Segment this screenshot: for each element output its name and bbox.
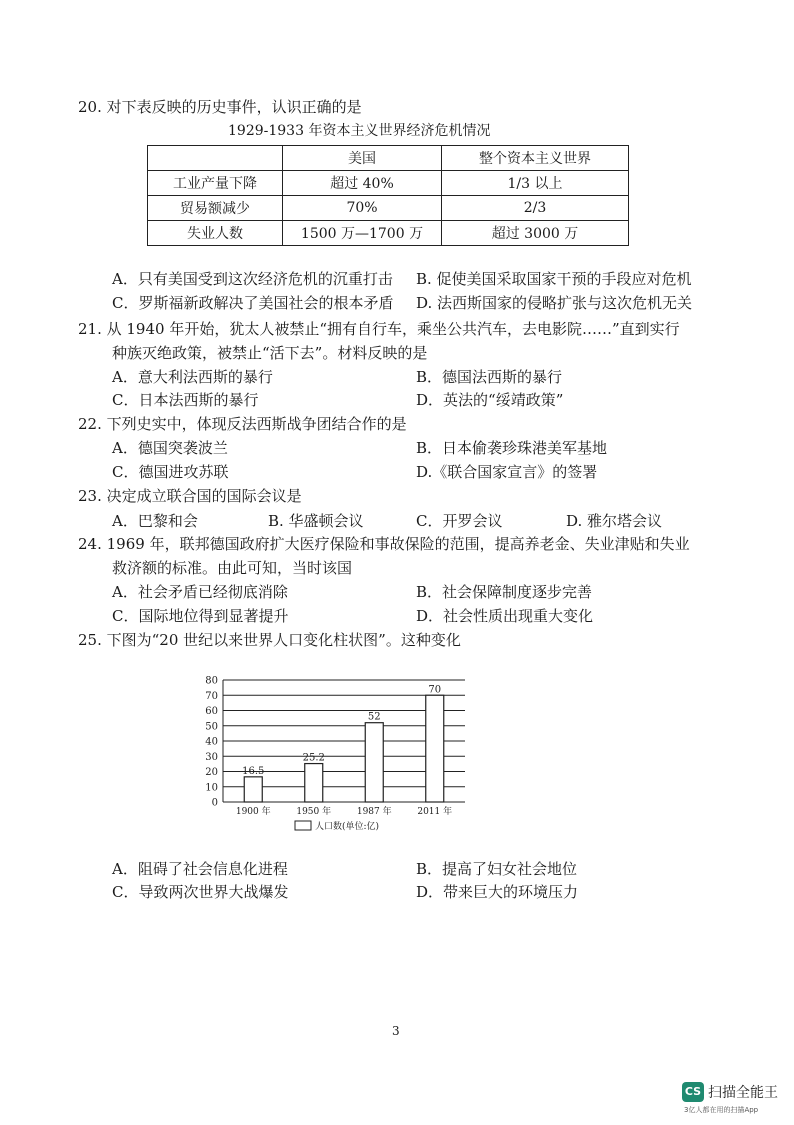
q21-option-c[interactable]: C．日本法西斯的暴行	[112, 391, 259, 409]
x-tick-label: 1900 年	[235, 807, 271, 817]
table-cell: 工业产量下降	[148, 171, 283, 196]
table-cell: 超过 40%	[283, 171, 442, 196]
q22-stem: 22. 下列史实中，体现反法西斯战争团结合作的是	[78, 415, 407, 433]
q23-option-c[interactable]: C．开罗会议	[416, 512, 503, 530]
table-row	[148, 196, 629, 221]
x-tick-label: 2011 年	[417, 807, 453, 817]
x-tick-label: 1950 年	[296, 807, 332, 817]
y-tick-label: 40	[205, 736, 218, 748]
q25-option-c[interactable]: C．导致两次世界大战爆发	[112, 883, 289, 901]
table-header-row	[148, 146, 629, 171]
y-tick-label: 10	[205, 782, 218, 794]
table-cell: 失业人数	[148, 221, 283, 246]
y-tick-label: 80	[205, 675, 218, 687]
bar	[426, 695, 444, 802]
crisis-table	[147, 145, 629, 246]
q22-option-c[interactable]: C．德国进攻苏联	[112, 463, 229, 481]
y-tick-label: 70	[205, 690, 218, 702]
q24-option-a[interactable]: A．社会矛盾已经彻底消除	[112, 583, 288, 601]
bar	[244, 777, 262, 802]
q25-stem: 25. 下图为“20 世纪以来世界人口变化柱状图”。这种变化	[78, 631, 461, 649]
q20-option-d[interactable]: D. 法西斯国家的侵略扩张与这次危机无关	[416, 294, 693, 312]
q21-stem-line1: 21. 从 1940 年开始，犹太人被禁止“拥有自行车，乘坐公共汽车，去电影院……”直到实行	[78, 320, 680, 338]
bar-value-label: 25.2	[302, 752, 325, 764]
bar-value-label: 52	[367, 711, 381, 723]
y-tick-label: 30	[205, 751, 218, 763]
q20-option-b[interactable]: B. 促使美国采取国家干预的手段应对危机	[416, 270, 692, 288]
table-header-cell: 整个资本主义世界	[442, 146, 629, 171]
q25-option-d[interactable]: D．带来巨大的环境压力	[416, 883, 579, 901]
table-row	[148, 171, 629, 196]
bar	[365, 723, 383, 802]
bar	[305, 764, 323, 802]
table-cell: 贸易额减少	[148, 196, 283, 221]
q25-option-b[interactable]: B．提高了妇女社会地位	[416, 860, 578, 878]
q20-option-c[interactable]: C．罗斯福新政解决了美国社会的根本矛盾	[112, 294, 394, 312]
table-cell: 1500 万—1700 万	[283, 221, 442, 246]
q22-option-d[interactable]: D.《联合国家宣言》的签署	[416, 463, 598, 481]
q20-stem: 20. 对下表反映的历史事件，认识正确的是	[78, 98, 362, 116]
q22-option-a[interactable]: A．德国突袭波兰	[112, 439, 228, 457]
q23-stem: 23. 决定成立联合国的国际会议是	[78, 487, 302, 505]
table-cell: 1/3 以上	[442, 171, 629, 196]
q20-table-title: 1929-1933 年资本主义世界经济危机情况	[228, 123, 491, 139]
q20-option-a[interactable]: A．只有美国受到这次经济危机的沉重打击	[112, 270, 393, 288]
x-tick-label: 1987 年	[356, 807, 392, 817]
q22-option-b[interactable]: B．日本偷袭珍珠港美军基地	[416, 439, 608, 457]
table-cell: 2/3	[442, 196, 629, 221]
bar-value-label: 16.5	[242, 765, 265, 777]
legend-label: 人口数(单位:亿)	[315, 822, 380, 832]
q24-stem-line1: 24. 1969 年，联邦德国政府扩大医疗保险和事故保险的范围，提高养老金、失业津贴和失业	[78, 535, 690, 553]
y-tick-label: 60	[205, 706, 218, 717]
y-tick-label: 20	[205, 767, 218, 778]
watermark-brand: 扫描全能王	[708, 1085, 778, 1101]
q24-option-d[interactable]: D．社会性质出现重大变化	[416, 607, 594, 625]
table-header-cell	[148, 146, 283, 171]
camscanner-logo-icon: CS	[682, 1082, 704, 1102]
table-row	[148, 221, 629, 246]
q23-option-b[interactable]: B. 华盛顿会议	[268, 512, 364, 530]
q21-option-a[interactable]: A．意大利法西斯的暴行	[112, 368, 273, 386]
page-number: 3	[392, 1024, 400, 1038]
q23-option-d[interactable]: D. 雅尔塔会议	[566, 512, 663, 530]
table-cell: 超过 3000 万	[442, 221, 629, 246]
q25-option-a[interactable]: A．阻碍了社会信息化进程	[112, 860, 288, 878]
q24-stem-line2: 救济额的标准。由此可知，当时该国	[112, 559, 353, 577]
q21-stem-line2: 种族灭绝政策，被禁止“活下去”。材料反映的是	[112, 344, 428, 362]
population-bar-chart	[195, 668, 485, 840]
q24-option-c[interactable]: C．国际地位得到显著提升	[112, 607, 289, 625]
y-tick-label: 50	[205, 721, 218, 733]
table-cell: 70%	[283, 196, 442, 221]
table-header-cell: 美国	[283, 146, 442, 171]
q23-option-a[interactable]: A．巴黎和会	[112, 512, 198, 530]
q21-option-b[interactable]: B．德国法西斯的暴行	[416, 368, 563, 386]
y-tick-label: 0	[211, 797, 218, 809]
watermark-tagline: 3亿人都在用的扫描App	[684, 1106, 759, 1114]
q24-option-b[interactable]: B．社会保障制度逐步完善	[416, 583, 593, 601]
q21-option-d[interactable]: D．英法的“绥靖政策”	[416, 391, 564, 409]
bar-value-label: 70	[428, 684, 442, 696]
legend-swatch	[295, 821, 311, 830]
